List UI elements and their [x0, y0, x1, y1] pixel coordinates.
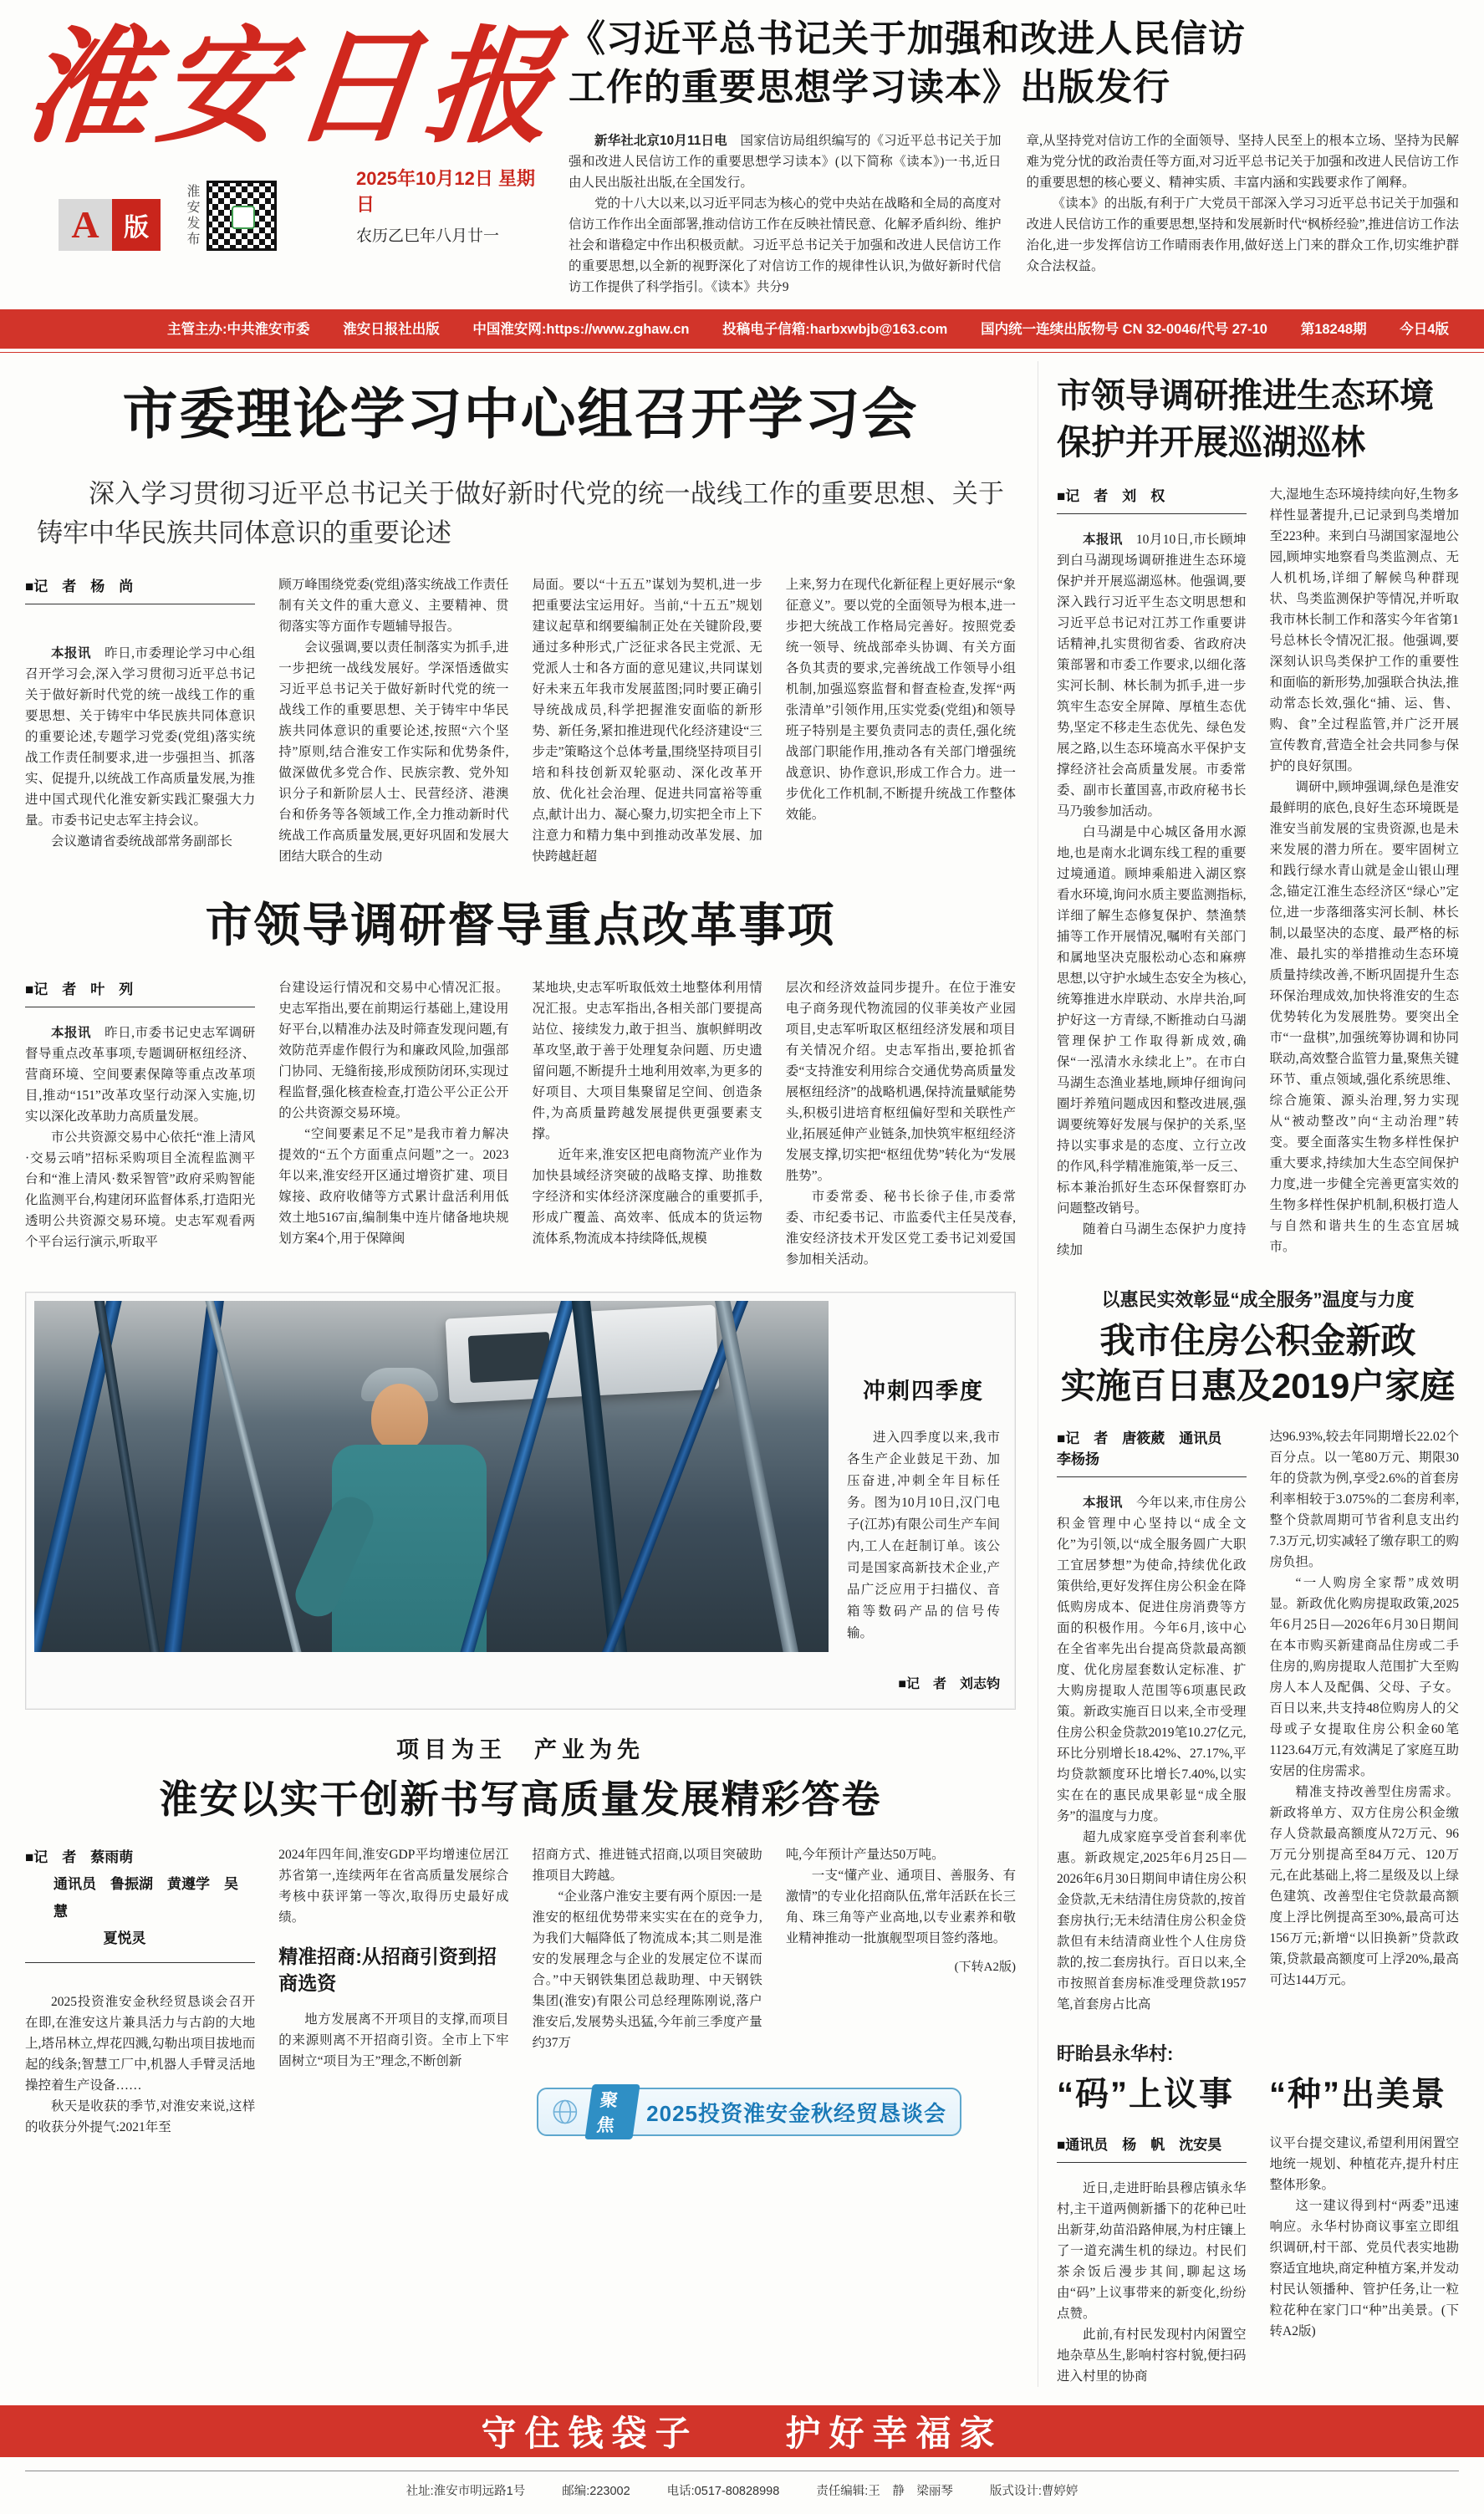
photo-caption-box — [840, 1301, 1007, 1701]
news-photo — [34, 1301, 829, 1652]
public-service-slogan — [0, 2405, 1484, 2457]
article2-headline: 市领导调研督导重点改革事项 — [205, 899, 836, 952]
bottom-headline: 淮安以实干创新书写高质量发展精彩答卷 — [159, 1777, 882, 1822]
article1-headline: 市委理论学习中心组召开学习会 — [122, 383, 919, 446]
column — [25, 1844, 255, 2138]
footer-postcode: 邮编:223002 — [562, 2485, 630, 2499]
banner-focus-label: 聚焦 — [584, 2084, 640, 2139]
paragraph-text: 昨日,市委书记史志军调研督导重点改革事项,专题调研枢纽经济、营商环境、空间要素保障等重点改革项目,推动“151”改革攻坚行动深入实施,切实以深化改革助力高质量发展。 — [25, 1026, 256, 1124]
column — [278, 574, 508, 867]
column — [786, 977, 1016, 1270]
paragraph: 章,从坚持党对信访工作的全面领导、坚持人民至上的根本立场、坚持为民解难为党分忧的政治责任等方面,对习近平总书记关于加强和改进人民信访工作的重要思想的核心要义、精神实质、丰富内涵和实践要求作了阐释。 — [1026, 134, 1459, 191]
article1-body — [25, 574, 1016, 867]
article-housing-fund — [1057, 1286, 1459, 2015]
lunar-date: 农历乙巳年八月廿一 — [356, 227, 500, 245]
column — [278, 977, 508, 1270]
paragraph: 层次和经济效益同步提升。在位于淮安电子商务现代物流园的仪菲美妆产业园项目,史志军听取区枢纽经济发展和项目有关情况介绍。史志军指出,要抢抓省委“支持淮安利用综合交通优势高质量发展枢纽经济”的战略机遇,保持流量赋能势头,积极引进培育枢纽偏好型和关联性产业,拓展延伸产业链条,加快筑牢枢纽经济发展支撑,切实把“枢纽优势”转化为“发展胜势”。 — [785, 981, 1016, 1184]
info-publisher: 主管主办:中共淮安市委 — [167, 322, 310, 338]
left-section — [25, 361, 1016, 2387]
photo-caption-text: 进入四季度以来,我市各生产企业鼓足干劲、加压奋进,冲刺全年目标任务。图为10月10日,汉门电子(江苏)有限公司生产车间内,工人在赶制订单。该公司是国家高新技术企业,产品广泛应用于扫描仪、音箱等数码产品的信号传输。 — [847, 1430, 1000, 1641]
paragraph-text: 今年以来,市住房公积金管理中心坚持以“成全文化”为引领,以“成全服务圆广大职工宜居梦想”为使命,持续优化政策供给,更好发挥住房公积金在降低购房成本、促进住房消费等方面的积极作用。今年6月,该中心在全省率先出台提高贷款最高额度、优化房屋套数认定标准、扩大购房提取人范围等6项惠民政策。新政实施百日以来,全市受理住房公积金贷款2019笔10.27亿元,环比分别增长18.42%、27.17%,平均贷款额度环比增长7.40%,以实实在在的惠民成果彰显“成全服务”的温度与力度。 — [1057, 1496, 1247, 1824]
edition-badge-char: 版 — [112, 199, 161, 251]
xy-body — [1057, 2133, 1459, 2387]
paragraph: 这一建议得到村“两委”迅速响应。永华村协商议事室立即组织调研,村干部、党员代表实地勘察适宜地块,商定种植方案,并发动村民认领播种、管护任务,让一粒粒花种在家门口“种”出美景。(下转A2版) — [1269, 2199, 1459, 2339]
headline-line-1: 我市住房公积金新政 — [1099, 1320, 1416, 1360]
right-section — [1038, 361, 1459, 2387]
article-study-session — [25, 370, 1016, 867]
article2-body — [25, 977, 1016, 1270]
info-website: 中国淮安网:https://www.zghaw.cn — [472, 322, 690, 338]
publication-date: 2025年10月12日 星期日 — [356, 167, 535, 215]
paragraph: 招商方式、推进链式招商,以项目突破助推项目大跨越。 — [532, 1848, 762, 1884]
qr-code-icon — [207, 181, 277, 251]
main-content — [0, 353, 1484, 2387]
gjj-kicker: 以惠民实效彰显“成全服务”温度与力度 — [1101, 1288, 1415, 1310]
headline-line-2: 工作的重要思想学习读本》出版发行 — [569, 67, 1170, 109]
column — [1270, 1426, 1460, 2015]
article-reform-inspection — [25, 889, 1016, 1270]
paragraph: 白马湖是中心城区备用水源地,也是南水北调东线工程的重要过境通道。顾坤乘船进入湖区察看水环境,询问水质主要监测指标,详细了解生态修复保护、禁渔禁捕等工作开展情况,嘱咐有关部门和属地坚决克服松动心态和麻痹思想,以守护水域生态安全为核心,统筹推进水岸联动、水岸共治,呵护好这一方青绿,不断推动白马湖管理保护工作取得新成效,确保“一泓清水永续北上”。在市白马湖生态渔业基地,顾坤仔细询问圈圩养殖问题成因和整改进展,强调要统筹好发展与保护的关系,坚持以实事求是的态度、立行立改的作风,科学精准施策,举一反三、标本兼治抓好生态环保督察盯办问题整改销号。 — [1057, 824, 1247, 1216]
xy-headline: “码”上议事 “种”出美景 — [1057, 2076, 1446, 2114]
paragraph-text: 10月10日,市长顾坤到白马湖现场调研推进生态环境保护并开展巡湖巡林。他强调,要深入践行习近平生态文明思想和习近平总书记对江苏工作重要讲话精神,扎实贯彻省委、省政府决策部署和市委工作要求,以细化落实河长制、林长制为抓手,进一步筑牢生态安全屏障、厚植生态优势,坚定不移走生态优先、绿色发展之路,以生态环境高水平保护支撑经济社会高质量发展。市委常委、副市长董国喜,市政府秘书长马乃骏参加活动。 — [1057, 532, 1247, 818]
paragraph: 市委常委、秘书长徐子佳,市委常委、市纪委书记、市监委代主任吴茂春,淮安经济技术开发区党工委书记刘爱国参加相关活动。 — [785, 1190, 1016, 1267]
column — [1057, 1426, 1247, 2015]
article-readben-body — [569, 130, 1459, 298]
paragraph: 台建设运行情况和交易中心情况汇报。史志军指出,要在前期运行基础上,建设用好平台,以精准办法及时筛查发现问题,有效防范弄虚作假行为和廉政风险,加强部门协同、无缝衔接,形成预防闭环,实现过程监督,强化核查检查,打造公平公正公开的公共资源交易环境。 — [278, 981, 509, 1121]
info-press: 淮安日报社出版 — [343, 322, 440, 338]
info-pages-today: 今日4版 — [1400, 322, 1449, 338]
paragraph: 吨,今年预计产量达50万吨。 — [785, 1848, 945, 1863]
paragraph: 此前,有村民发现村内闲置空地杂草丛生,影响村容村貌,便扫码进入村里的协商 — [1057, 2328, 1247, 2384]
paragraph: 大,湿地生态环境持续向好,生物多样性显著提升,已记录到鸟类增加至223种。来到白马湖国家湿地公园,顾坤实地察看鸟类监测点、无人机机场,详细了解候鸟种群现状、鸟类监测保护等情况,并听取我市林长制工作和落实今年省第1号总林长令情况汇报。他强调,要深刻认识鸟类保护工作的重要性和面临的新形势,加强联合执法,推动常态长效,强化“捕、运、售、购、食”全过程监管,并广泛开展宣传教育,营造全社会共同参与保护的良好氛围。 — [1269, 487, 1459, 773]
paragraph: 精准支持改善型住房需求。新政将单方、双方住房公积金缴存人贷款最高额度从72万元、96万元分别提高至84万元、120万元,在此基础上,将二星级及以上绿色建筑、改善型住宅贷款最高额度上浮比例提高至30%,最高可达156万元;新增“以旧换新”贷款政策,贷款最高额度可上浮20%,最高可达144万元。 — [1269, 1785, 1459, 1988]
article-readben — [569, 15, 1459, 298]
column — [278, 1844, 508, 2138]
banner-title: 2025投资淮安金秋经贸恳谈会 — [646, 2100, 946, 2126]
lead-label: 本报讯 — [1083, 1496, 1123, 1511]
reporter-byline: ■记 者 叶 列 — [25, 977, 255, 1007]
paragraph — [569, 130, 1002, 193]
paragraph: 上来,努力在现代化新征程上更好展示“象征意义”。要以党的全面领导为根本,进一步把大统战工作格局完善好。按照党委统一领导、统战部牵头协调、有关方面各负其责的要求,完善统战工作领导小组机制,加强巡察监督和督查检查,发挥“两张清单”引领作用,压实党委(党组)和领导班子特别是主要负责同志的责任,强化统战部门职能作用,推动各有关部门增强统战意识、协作意识,形成工作合力。进一步优化工作机制,不断提升统战工作整体效能。 — [785, 578, 1016, 823]
reporter-byline: ■记 者 刘 权 — [1057, 484, 1247, 514]
column — [786, 574, 1016, 867]
paragraph: 近日,走进盱眙县穆店镇永华村,主干道两侧新播下的花种已吐出新芽,幼苗沿路伸展,为村庄镶上了一道充满生机的绿边。村民们茶余饭后漫步其间,聊起这场由“码”上议事带来的新变化,纷纷点赞。 — [1057, 2181, 1247, 2322]
slogan-text: 守住钱袋子 护好幸福家 — [481, 2415, 1003, 2455]
paragraph: 一支“懂产业、通项目、善服务、有激情”的专业化招商队伍,常年活跃在长三角、珠三角等产业高地,以专业素养和敬业精神推动一批旗舰型项目签约落地。 — [785, 1869, 1016, 1946]
paragraph: 会议强调,要以责任制落实为抓手,进一步把统一战线发展好。学深悟透做实习近平总书记关于做好新时代党的统一战线工作的重要思想、关于铸牢中华民族共同体意识的重要论述,按照“六个坚持”原则,结合淮安工作实际和优势条件,做深做优多党合作、民族宗教、党外知识分子和新阶层人士、民营经济、港澳台和侨务等各领域工作,全力推动新时代统战工作高质量发展,更好巩固和发展大团结大联合的生动 — [278, 640, 509, 864]
paragraph: 市公共资源交易中心依托“淮上清风·交易云哨”招标采购项目全流程监测平台和“淮上清风·数采智管”政府采购智能化监测平台,构建闭环监督体系,打造阳光透明公共资源交易环境。史志军观看两个平台运行演示,听取平 — [25, 1130, 256, 1250]
footer-layout-designer: 版式设计:曹婷婷 — [989, 2485, 1079, 2499]
paragraph: 议平台提交建议,希望利用闲置空地统一规划、种植花卉,提升村庄整体形象。 — [1269, 2136, 1459, 2193]
reporter-byline: ■记 者 杨 尚 — [25, 574, 255, 604]
article-village-voting — [1057, 2040, 1459, 2387]
paragraph — [25, 643, 255, 831]
headline-line-1: 《习近平总书记关于加强和改进人民信访 — [569, 18, 1246, 59]
column — [1027, 130, 1460, 298]
paragraph: “一人购房全家帮”成效明显。新政优化购房提取政策,2025年6月25日—2026年6月30日期间在本市购买新建商品住房或二手住房的,购房提取人范围扩大至购房人本人及配偶、父母、子女。百日以来,共支持48位购房人的父母或子女提取住房公积金60笔1123.64万元,有效满足了家庭互助安居的住房需求。 — [1269, 1576, 1459, 1779]
lead-label: 本报讯 — [1083, 532, 1123, 547]
info-issue-number: 第18248期 — [1300, 322, 1367, 338]
info-email: 投稿电子信箱:harbxwbjb@163.com — [722, 322, 948, 338]
article1-subtitle: 深入学习贯彻习近平总书记关于做好新时代党的统一战线工作的重要思想、关于铸牢中华民族共同体意识的重要论述 — [37, 479, 1004, 548]
continued-note: (下转A2版) — [954, 1961, 1016, 1975]
xy-kicker: 盱眙县永华村: — [1057, 2043, 1174, 2065]
footer — [25, 2471, 1459, 2514]
globe-icon — [552, 2095, 579, 2129]
lead-label: 本报讯 — [51, 646, 92, 661]
qr-block — [182, 181, 334, 251]
column — [569, 130, 1002, 298]
headline-line-1: 市领导调研推进生态环境 — [1057, 376, 1434, 416]
photo-module — [25, 1292, 1016, 1710]
column — [25, 574, 255, 867]
masthead-info-row — [59, 165, 543, 251]
eco-headline — [1057, 373, 1459, 466]
byline-line: 夏悦灵 — [103, 1930, 146, 1947]
paragraph: 达96.93%,较去年同期增长22.02个百分点。以一笔80万元、期限30年的贷款为例,享受2.6%的首套房利率相较于3.075%的二套房利率,整个贷款周期可节省利息支出约7.3万元,切实减轻了缴存职工的购房负担。 — [1269, 1430, 1459, 1570]
paragraph: 某地块,史志军听取低效土地整体利用情况汇报。史志军指出,各相关部门要提高站位、接续发力,敢于担当、旗帜鲜明改革攻坚,敢于善于处理复杂问题、历史遗留问题,不断提升土地利用效率,为更多的好项目、大项目集聚留足空间、创造条件,为高质量跨越发展提供更强要素支撑。 — [532, 981, 762, 1142]
cable-graphic — [34, 1301, 128, 1652]
article-project-answer — [25, 1731, 1016, 2138]
paragraph: 局面。要以“十五五”谋划为契机,进一步把重要法宝运用好。当前,“十五五”规划建议起草和纲要编制正处在关键阶段,要通过多种形式,广泛征求各民主党派、无党派人士和各方面的意见建议,共同谋划好未来五年我市发展蓝图;同时要正确引导统战成员,科学把握淮安面临的新形势、新任务,紧扣推进现代化经济建设“三步走”策略这个总体考量,围绕坚持项目引培和科技创新双轮驱动、深化改革开放、优化社会治理、促进共同富裕等重点,献计出力、凝心聚力,切实把全市上下注意力和精力集中到推动改革发展、加快跨越赶超 — [532, 578, 762, 864]
gjj-body — [1057, 1426, 1459, 2015]
paragraph-text: 国家信访局组织编写的《习近平总书记关于加强和改进人民信访工作的重要思想学习读本》(以下简称《读本》)一书,近日由人民出版社出版,在全国发行。 — [569, 134, 1002, 191]
paragraph: 顾万峰围绕党委(党组)落实统战工作责任制有关文件的重大意义、主要精神、贯彻落实等方面作专题辅导报告。 — [278, 578, 509, 635]
date-block — [356, 165, 543, 251]
qr-caption: 淮安发布 — [185, 183, 199, 247]
photo-caption-title: 冲刺四季度 — [863, 1379, 984, 1405]
column — [1270, 484, 1460, 1261]
bottom-body-wrap — [25, 1844, 1016, 2138]
paragraph — [25, 1022, 255, 1127]
paragraph-text: 昨日,市委理论学习中心组召开学习会,深入学习贯彻习近平总书记关于做好新时代党的统一战线工作的重要思想、关于铸牢中华民族共同体意识的重要论述,专题学习党委(党组)落实统战工作责任制要求,进一步强担当、抓落实、促提升,以统战工作高质量发展,为推进中国式现代化淮安新实践汇聚强大力量。市委书记史志军主持会议。 — [25, 646, 256, 829]
cable-graphic — [160, 1301, 227, 1652]
column — [25, 977, 255, 1270]
reporter-byline — [25, 1844, 255, 1963]
paragraph: 2024年四年间,淮安GDP平均增速位居江苏省第一,连续两年在省高质量发展综合考核中获评第一等次,取得历史最好成绩。 — [278, 1848, 509, 1925]
banner-spacer — [786, 1975, 1016, 2033]
paragraph: 2025投资淮安金秋经贸恳谈会召开在即,在淮安这片兼具活力与古韵的大地上,塔吊林立,焊花四溅,勾勒出项目拔地而起的线条;智慧工厂中,机器人手臂灵活地操控着生产设备…… — [25, 1995, 256, 2093]
bottom-kicker: 项目为王 产业为先 — [396, 1737, 645, 1763]
column — [1270, 2133, 1460, 2387]
edition-badge — [59, 199, 161, 251]
paragraph: 调研中,顾坤强调,绿色是淮安最鲜明的底色,良好生态环境既是淮安当前发展的宝贵资源,也是未来发展的潜力所在。要牢固树立和践行绿水青山就是金山银山理念,锚定江淮生态经济区“绿心”定位,进一步落细落实河长制、林长制,以最坚决的态度、最严格的标准、最扎实的举措推动生态环境质量持续改善,不断巩固提升生态环保治理成效,加快将淮安的生态优势转化为发展胜势。要突出全市“一盘棋”,加强统筹协调和协同联动,高效整合监管力量,聚焦关键环节、重点领域,强化系统思维、综合施策、源头治理,努力实现从“被动整改”向“主动治理”转变。要全面落实生物多样性保护重大要求,持续加大生态空间保护力度,进一步健全完善更富实效的生物多样性保护机制,积极打造人与自然和谐共生的生态宜居城市。 — [1269, 779, 1459, 1254]
photo-byline: ■记 者 刘志钧 — [898, 1677, 1000, 1692]
divider-double-rule — [0, 346, 1484, 353]
worker-head-graphic — [371, 1384, 428, 1451]
newspaper-title: 淮安日报 — [17, 13, 569, 161]
lead-label: 本报讯 — [51, 1026, 92, 1041]
paragraph — [1057, 1492, 1247, 1827]
byline-line: 通讯员 鲁振湖 黄遵学 吴 慧 — [54, 1876, 252, 1920]
paragraph: 近年来,淮安区把电商物流产业作为加快县域经济突破的战略支撑、助推数字经济和实体经济深度融合的重要抓手,形成广覆盖、高效率、低成本的货运物流体系,物流成本持续降低,规模 — [532, 1148, 762, 1247]
eco-body — [1057, 484, 1459, 1261]
paragraph: 党的十八大以来,以习近平同志为核心的党中央站在战略和全局的高度对信访工作作出全面部署,推动信访工作在反映社情民意、化解矛盾纠纷、维护社会和谐稳定中作出积极贡献。习近平总书记关于加强和改进人民信访工作的重要思想,以全新的视野深化了对信访工作的规律性认识,为做好新时代信访工作提供了科学指引。《读本》共分9 — [569, 196, 1002, 295]
paragraph: “企业落户淮安主要有两个原因:一是淮安的枢纽优势带来实实在在的竞争力,为我们大幅降低了物流成本;其二则是淮安的发展理念与企业的发展定位不谋而合。”中天钢铁集团总裁助理、中天钢铁集团(淮安)有限公司总经理陈刚说,落户淮安后,发展势头迅猛,今年前三季度产量约37万 — [532, 1889, 762, 2051]
publication-info-bar — [0, 309, 1484, 346]
dateline: 新华社北京10月11日电 — [594, 134, 727, 149]
event-banner — [537, 2088, 961, 2136]
column — [533, 977, 762, 1270]
paragraph: 《读本》的出版,有利于广大党员干部深入学习习近平总书记关于加强和改进人民信访工作的重要思想,坚持和发展新时代“枫桥经验”,推进信访工作法治化,进一步发挥信访工作晴雨表作用,做好送上门来的群众工作,切实维护群众合法权益。 — [1026, 196, 1460, 274]
gjj-headline — [1057, 1318, 1459, 1410]
article-eco-patrol — [1057, 373, 1459, 1261]
footer-phone: 电话:0517-80828998 — [666, 2485, 780, 2499]
headline-line-2: 实施百日惠及2019户家庭 — [1060, 1366, 1456, 1406]
byline-line: ■记 者 蔡雨萌 — [25, 1849, 134, 1866]
headline-line-2: 保护并开展巡湖巡林 — [1057, 422, 1365, 461]
paragraph: 随着白马湖生态保护力度持续加 — [1057, 1221, 1247, 1257]
section-subhead: 精准招商:从招商引资到招商选资 — [278, 1945, 497, 1995]
column — [1057, 484, 1247, 1261]
reporter-byline: ■记 者 唐筱葳 通讯员 李杨扬 — [1057, 1426, 1247, 1477]
paragraph: 地方发展离不开项目的支撑,而项目的来源则离不开招商引资。全市上下牢固树立“项目为王”理念,不断创新 — [278, 2012, 509, 2068]
masthead — [17, 13, 569, 298]
footer-editors: 责任编辑:王 静 梁丽琴 — [816, 2485, 953, 2499]
paragraph: 超九成家庭享受首套利率优惠。新政规定,2025年6月25日—2026年6月30日期间申请住房公积金贷款,无未结清住房贷款的,按首套房执行;无未结清住房公积金贷款但有未结清商业性个人住房贷款的,按二套房执行。百日以来,全市按照首套房标准受理贷款1957笔,首套房占比高 — [1057, 1830, 1247, 2012]
info-issn: 国内统一连续出版物号 CN 32-0046/代号 27-10 — [981, 322, 1267, 338]
correspondent-byline: ■通讯员 杨 帆 沈安昊 — [1057, 2133, 1247, 2163]
paragraph — [1057, 529, 1247, 822]
edition-badge-letter: A — [59, 199, 112, 251]
footer-address: 社址:淮安市明远路1号 — [405, 2485, 526, 2499]
header — [0, 0, 1484, 298]
column — [533, 574, 762, 867]
paragraph: “空间要素足不足”是我市着力解决提效的“五个方面重点问题”之一。2023年以来,淮安经开区通过增资扩建、项目嫁接、政府收储等方式累计盘活利用低效土地5167亩,编制集中连片储备地块规划方案4个,用于保障闽 — [278, 1127, 509, 1247]
column — [1057, 2133, 1247, 2387]
article-readben-headline — [569, 15, 1459, 112]
paragraph: 会议邀请省委统战部常务副部长 — [51, 834, 233, 849]
paragraph: 秋天是收获的季节,对淮安来说,这样的收获分外提气:2021年至 — [25, 2099, 256, 2135]
